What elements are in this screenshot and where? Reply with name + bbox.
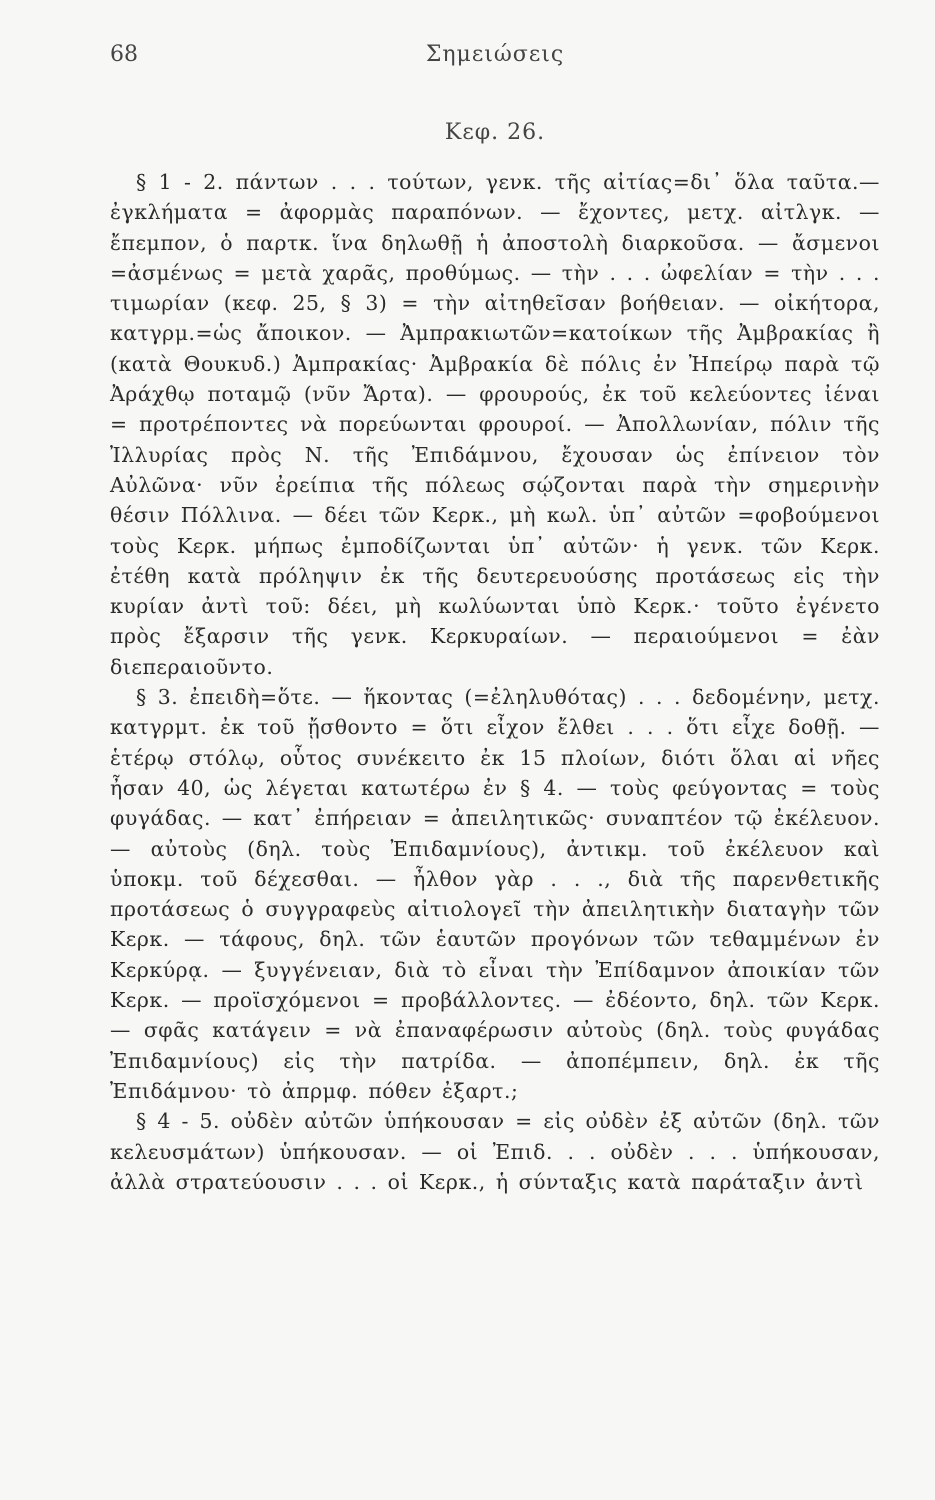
page-header — [110, 36, 880, 76]
chapter-heading: Κεφ. 26. — [444, 120, 546, 145]
running-head: Σημειώσεις — [425, 42, 565, 67]
paragraph-section-3: § 3. ἐπειδὴ=ὅτε. — ἥκοντας (=ἐληλυθότας) . . . δεδομένην, μετχ. κατγρμτ. ἐκ τοῦ ᾔσθοντο = ὅτι εἶχον ἔλθει . . . ὅτι εἶχε δοθῇ. — ἑτέρῳ στόλῳ, οὗτος συνέκειτο ἐκ 15 πλοίων, διότι ὅλαι αἱ νῆες ἦσαν 40, ὡς λέγεται κατωτέρω ἐν § 4. — τοὺς φεύγοντας = τοὺς φυγάδας. — κατ᾽ ἐπήρειαν = ἀπειλητικῶς· συναπτέον τῷ ἐκέλευον. — αὐτοὺς (δηλ. τοὺς Ἐπιδαμνίους), ἀντικμ. τοῦ ἐκέλευον καὶ ὑποκμ. τοῦ δέχεσθαι. — ἦλθον γὰρ . . ., διὰ τῆς παρενθετικῆς προτάσεως ὁ συγγραφεὺς αἰτιολογεῖ τὴν ἀπειλητικὴν διαταγὴν τῶν Κερκ. — τάφους, δηλ. τῶν ἑαυτῶν προγόνων τῶν τεθαμμένων ἐν Κερκύρᾳ. — ξυγγένειαν, διὰ τὸ εἶναι τὴν Ἐπίδαμνον ἀποικίαν τῶν Κερκ. — προϊσχόμενοι = προβάλλοντες. — ἐδέοντο, δηλ. τῶν Κερκ. — σφᾶς κατάγειν = νὰ ἐπαναφέρωσιν αὐτοὺς (δηλ. τοὺς φυγάδας Ἐπιδαμνίους) εἰς τὴν πατρίδα. — ἀποπέμπειν, δηλ. ἐκ τῆς Ἐπιδάμνου· τὸ ἀπρμφ. πόθεν ἐξαρτ.; — [110, 685, 880, 1103]
page-number: 68 — [110, 42, 138, 67]
paragraph-section-4-5: § 4 - 5. οὐδὲν αὐτῶν ὑπήκουσαν = εἰς οὐδὲν ἐξ αὐτῶν (δηλ. τῶν κελευσμάτων) ὑπήκουσαν. — οἱ Ἐπιδ. . . οὐδὲν . . . ὑπήκουσαν, ἀλλὰ στρατεύουσιν . . . οἱ Κερκ., ἡ σύνταξις κατὰ παράταξιν ἀντὶ — [110, 1109, 880, 1194]
paragraph-section-1-2: § 1 - 2. πάντων . . . τούτων, γενκ. τῆς αἰτίας=δι᾽ ὅλα ταῦτα.— ἐγκλήματα = ἀφορμὰς παραπόνων. — ἔχοντες, μετχ. αἰτλγκ. — ἔπεμπον, ὁ παρτκ. ἵνα δηλωθῇ ἡ ἀποστολὴ διαρκοῦσα. — ἄσμενοι =ἀσμένως = μετὰ χαρᾶς, προθύμως. — τὴν . . . ὠφελίαν = τὴν . . . τιμωρίαν (κεφ. 25, § 3) = τὴν αἰτηθεῖσαν βοήθειαν. — οἰκήτορα, κατγρμ.=ὡς ἄποικον. — Ἀμπρακιωτῶν=κατοίκων τῆς Ἀμβρακίας ἢ (κατὰ Θουκυδ.) Ἀμπρακίας· Ἀμβρακία δὲ πόλις ἐν Ἠπείρῳ παρὰ τῷ Ἀράχθῳ ποταμῷ (νῦν Ἄρτα). — φρουρούς, ἐκ τοῦ κελεύοντες ἰέναι = προτρέποντες νὰ πορεύωνται φρουροί. — Ἀπολλωνίαν, πόλιν τῆς Ἰλλυρίας πρὸς Ν. τῆς Ἐπιδάμνου, ἔχουσαν ὡς ἐπίνειον τὸν Αὐλῶνα· νῦν ἐρείπια τῆς πόλεως σῴζονται παρὰ τὴν σημερινὴν θέσιν Πόλλινα. — δέει τῶν Κερκ., μὴ κωλ. ὑπ᾽ αὐτῶν =φοβούμενοι τοὺς Κερκ. μήπως ἐμποδίζωνται ὑπ᾽ αὐτῶν· ἡ γενκ. τῶν Κερκ. ἐτέθη κατὰ πρόληψιν ἐκ τῆς δευτερευούσης προτάσεως εἰς τὴν κυρίαν ἀντὶ τοῦ: δέει, μὴ κωλύωνται ὑπὸ Κερκ.· τοῦτο ἐγένετο πρὸς ἔξαρσιν τῆς γενκ. Κερκυραίων. — περαιούμενοι = ἐὰν διεπεραιοῦντο. — [110, 170, 880, 679]
